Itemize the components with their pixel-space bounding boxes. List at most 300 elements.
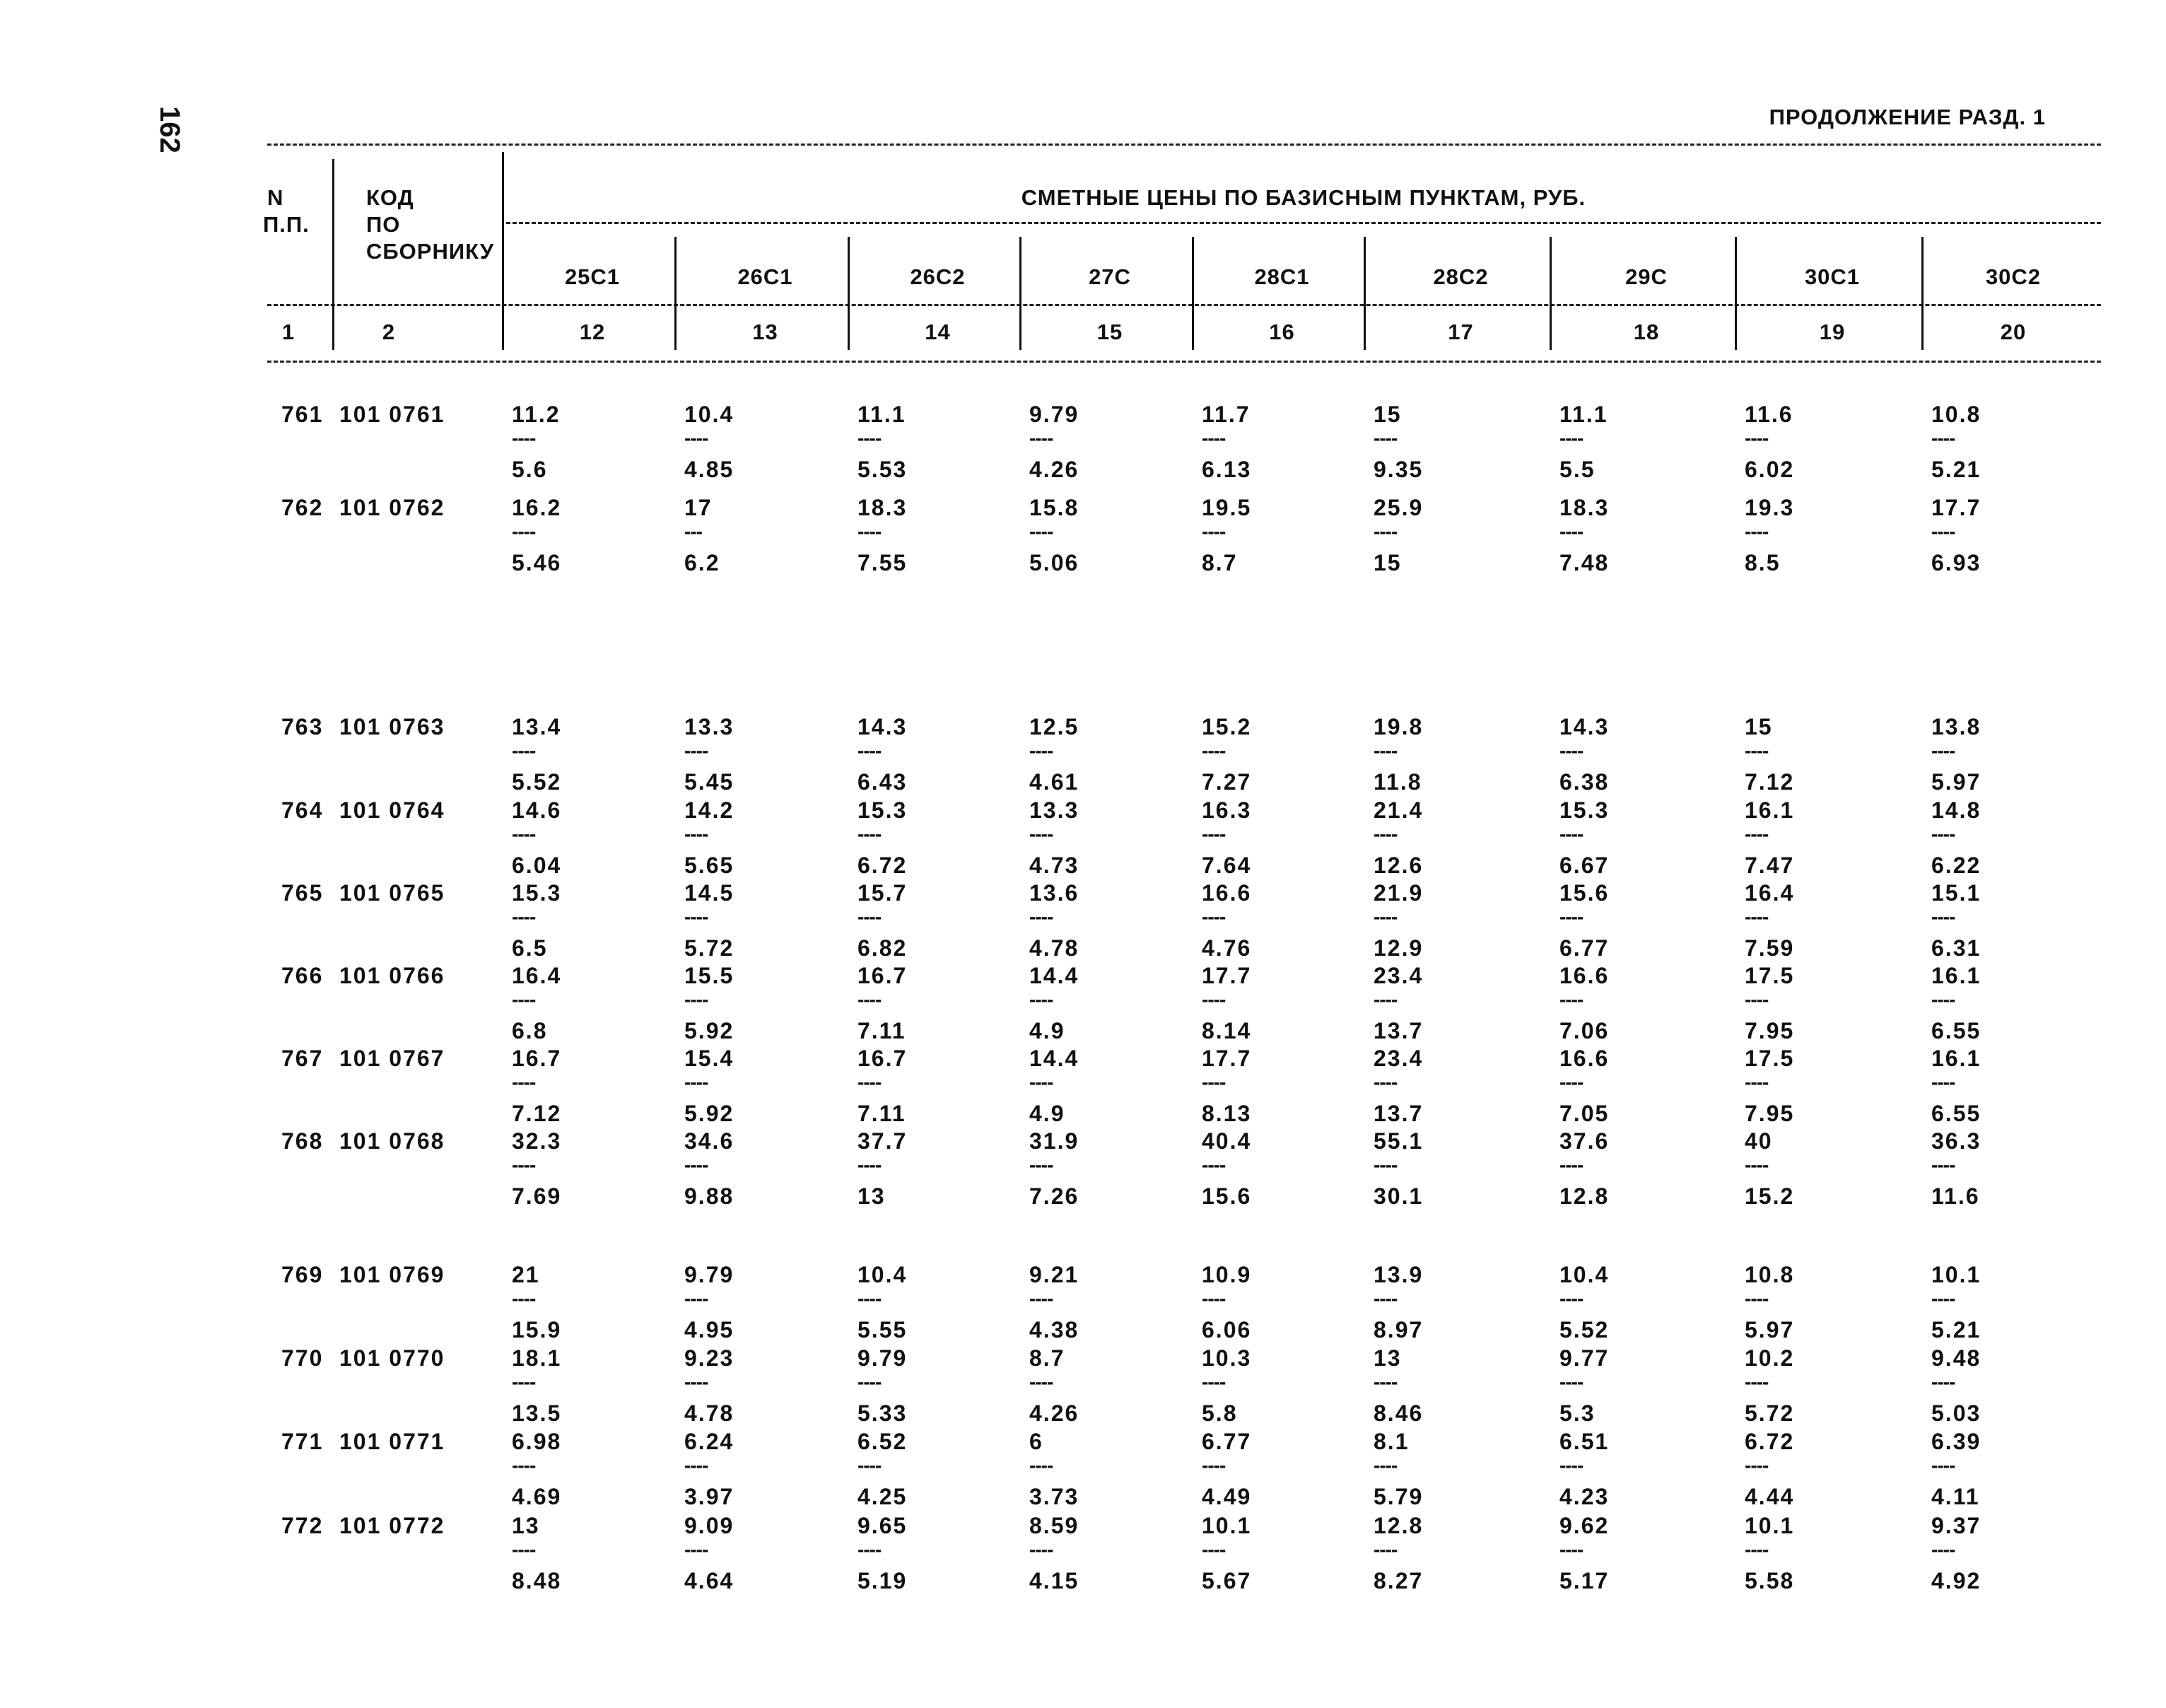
price-denominator: 5.72 — [684, 935, 734, 961]
price-denominator: 8.97 — [1374, 1317, 1424, 1343]
price-denominator: 8.14 — [1202, 1018, 1252, 1043]
price-numerator: 37.7 — [857, 1128, 908, 1154]
fraction-bar: ---- — [1745, 988, 1769, 1010]
fraction-bar: ---- — [1559, 520, 1583, 542]
price-denominator: 6.67 — [1559, 853, 1610, 878]
price-denominator: 4.49 — [1202, 1484, 1252, 1509]
fraction-bar: ---- — [1931, 906, 1955, 928]
fraction-bar: ---- — [1029, 427, 1053, 449]
fraction-bar: ---- — [1931, 427, 1955, 449]
price-denominator: 5.5 — [1559, 457, 1596, 482]
price-numerator: 6.24 — [684, 1429, 734, 1454]
header-pp-label: П.П. — [263, 212, 310, 237]
column-header-26с2: 26С2 — [910, 264, 966, 289]
row-number: 770 — [281, 1345, 324, 1371]
fraction-bar: ---- — [1029, 1071, 1053, 1093]
row-code: 101 0769 — [339, 1262, 445, 1287]
fraction-bar: ---- — [1931, 1538, 1955, 1560]
price-denominator: 7.48 — [1559, 550, 1610, 575]
fraction-bar: ---- — [1559, 1538, 1583, 1560]
fraction-bar: ---- — [1745, 1287, 1769, 1309]
price-denominator: 7.27 — [1202, 769, 1252, 795]
price-numerator: 13.3 — [684, 714, 734, 739]
price-numerator: 13.8 — [1931, 714, 1981, 739]
price-numerator: 15.2 — [1202, 714, 1252, 739]
price-denominator: 7.12 — [512, 1101, 562, 1126]
fraction-bar: ---- — [1745, 1454, 1769, 1476]
fraction-bar: ---- — [1374, 1371, 1398, 1393]
price-numerator: 13.9 — [1374, 1262, 1424, 1287]
price-numerator: 10.8 — [1745, 1262, 1795, 1287]
price-numerator: 17 — [684, 495, 713, 520]
price-numerator: 6.51 — [1559, 1429, 1610, 1454]
column-header-30с1: 30С1 — [1804, 264, 1861, 289]
price-denominator: 6.55 — [1931, 1018, 1981, 1043]
price-denominator: 6.8 — [512, 1018, 548, 1043]
price-denominator: 7.05 — [1559, 1101, 1610, 1126]
fraction-bar: ---- — [1202, 739, 1226, 761]
price-denominator: 7.11 — [857, 1101, 906, 1126]
price-numerator: 10.1 — [1931, 1262, 1981, 1287]
price-numerator: 16.6 — [1559, 1046, 1610, 1071]
price-denominator: 4.9 — [1029, 1018, 1065, 1043]
price-numerator: 11.1 — [1559, 402, 1608, 427]
fraction-bar: ---- — [1931, 739, 1955, 761]
price-denominator: 4.95 — [684, 1317, 734, 1343]
fraction-bar: ---- — [1374, 1538, 1398, 1560]
row-number: 768 — [281, 1128, 324, 1154]
price-denominator: 30.1 — [1374, 1183, 1424, 1209]
header-separator — [332, 159, 334, 350]
fraction-bar: ---- — [1202, 1071, 1226, 1093]
column-number: 1 — [281, 320, 295, 344]
price-numerator: 10.3 — [1202, 1345, 1252, 1371]
column-number: 16 — [1269, 320, 1295, 344]
price-denominator: 9.88 — [684, 1183, 734, 1209]
price-numerator: 36.3 — [1931, 1128, 1981, 1154]
row-number: 767 — [281, 1046, 324, 1071]
row-code: 101 0765 — [339, 880, 445, 906]
price-denominator: 6.06 — [1202, 1317, 1252, 1343]
price-denominator: 4.25 — [857, 1484, 908, 1509]
price-numerator: 15.3 — [1559, 797, 1610, 823]
price-numerator: 9.21 — [1029, 1262, 1079, 1287]
fraction-bar: ---- — [1374, 988, 1398, 1010]
price-denominator: 6.77 — [1559, 935, 1610, 961]
header-top-rule — [267, 144, 2101, 146]
price-numerator: 40.4 — [1202, 1128, 1252, 1154]
header-group-rule — [506, 222, 2101, 224]
fraction-bar: ---- — [1202, 1538, 1226, 1560]
fraction-bar: ---- — [857, 1371, 882, 1393]
price-denominator: 15 — [1374, 550, 1402, 575]
price-denominator: 5.45 — [684, 769, 734, 795]
price-denominator: 3.97 — [684, 1484, 734, 1509]
price-numerator: 17.7 — [1931, 495, 1981, 520]
fraction-bar: ---- — [1745, 427, 1769, 449]
row-code: 101 0762 — [339, 495, 445, 520]
price-numerator: 21.9 — [1374, 880, 1424, 906]
fraction-bar: ---- — [857, 427, 882, 449]
fraction-bar: ---- — [512, 1454, 536, 1476]
fraction-bar: ---- — [684, 427, 708, 449]
price-numerator: 9.48 — [1931, 1345, 1981, 1371]
price-denominator: 5.8 — [1202, 1400, 1238, 1426]
column-number: 2 — [382, 320, 396, 344]
fraction-bar: ---- — [1029, 1287, 1053, 1309]
column-number: 15 — [1096, 320, 1123, 344]
price-denominator: 4.44 — [1745, 1484, 1795, 1509]
price-numerator: 18.3 — [1559, 495, 1610, 520]
fraction-bar: ---- — [1202, 988, 1226, 1010]
column-header-25с1: 25С1 — [564, 264, 621, 289]
fraction-bar: ---- — [512, 1154, 536, 1176]
price-numerator: 9.37 — [1931, 1513, 1981, 1538]
column-number: 14 — [925, 320, 951, 344]
price-numerator: 8.59 — [1029, 1513, 1079, 1538]
column-header-30с2: 30С2 — [1985, 264, 2042, 289]
price-denominator: 12.8 — [1559, 1183, 1610, 1209]
fraction-bar: ---- — [512, 988, 536, 1010]
row-number: 769 — [281, 1262, 324, 1287]
price-numerator: 14.3 — [1559, 714, 1610, 739]
price-numerator: 9.65 — [857, 1513, 908, 1538]
fraction-bar: ---- — [512, 739, 536, 761]
fraction-bar: ---- — [1559, 1154, 1583, 1176]
row-code: 101 0761 — [339, 402, 445, 427]
fraction-bar: ---- — [1745, 520, 1769, 542]
price-denominator: 8.5 — [1745, 550, 1781, 575]
fraction-bar: ---- — [1931, 823, 1955, 845]
price-numerator: 34.6 — [684, 1128, 734, 1154]
price-numerator: 9.79 — [1029, 402, 1079, 427]
price-denominator: 6.72 — [857, 853, 908, 878]
price-numerator: 11.1 — [857, 402, 906, 427]
fraction-bar: ---- — [1029, 1538, 1053, 1560]
column-header-28с2: 28С2 — [1433, 264, 1489, 289]
price-denominator: 4.61 — [1029, 769, 1079, 795]
price-denominator: 7.26 — [1029, 1183, 1079, 1209]
price-denominator: 5.97 — [1931, 769, 1981, 795]
fraction-bar: ---- — [512, 427, 536, 449]
price-numerator: 10.1 — [1202, 1513, 1252, 1538]
fraction-bar: ---- — [1202, 1371, 1226, 1393]
running-header: ПРОДОЛЖЕНИЕ РАЗД. 1 — [1769, 105, 2046, 129]
price-numerator: 15.8 — [1029, 495, 1079, 520]
price-numerator: 16.6 — [1559, 963, 1610, 988]
fraction-bar: ---- — [1202, 1287, 1226, 1309]
fraction-bar: ---- — [684, 906, 708, 928]
price-denominator: 5.52 — [512, 769, 562, 795]
header-code-label-3: СБОРНИКУ — [366, 239, 495, 264]
fraction-bar: ---- — [1029, 1154, 1053, 1176]
price-numerator: 16.4 — [1745, 880, 1795, 906]
fraction-bar: ---- — [1745, 906, 1769, 928]
fraction-bar: ---- — [1559, 427, 1583, 449]
price-denominator: 4.76 — [1202, 935, 1252, 961]
price-denominator: 6.82 — [857, 935, 908, 961]
column-number: 12 — [579, 320, 606, 344]
price-denominator: 4.78 — [1029, 935, 1079, 961]
header-bottom-rule — [267, 361, 2101, 363]
price-denominator: 5.17 — [1559, 1568, 1610, 1593]
header-code-label-1: КОД — [366, 185, 414, 210]
price-numerator: 15.3 — [857, 797, 908, 823]
price-numerator: 9.62 — [1559, 1513, 1610, 1538]
price-denominator: 3.73 — [1029, 1484, 1079, 1509]
column-header-27с: 27С — [1089, 264, 1131, 289]
price-denominator: 5.19 — [857, 1568, 908, 1593]
fraction-bar: ---- — [1745, 1154, 1769, 1176]
price-numerator: 12.8 — [1374, 1513, 1424, 1538]
price-numerator: 10.8 — [1931, 402, 1981, 427]
price-numerator: 6.72 — [1745, 1429, 1795, 1454]
price-numerator: 14.2 — [684, 797, 734, 823]
price-denominator: 5.92 — [684, 1101, 734, 1126]
price-numerator: 15.7 — [857, 880, 908, 906]
price-numerator: 17.7 — [1202, 963, 1252, 988]
price-numerator: 15.4 — [684, 1046, 734, 1071]
fraction-bar: ---- — [684, 739, 708, 761]
fraction-bar: ---- — [1029, 988, 1053, 1010]
fraction-bar: ---- — [1202, 520, 1226, 542]
price-numerator: 16.1 — [1931, 1046, 1981, 1071]
price-denominator: 6.93 — [1931, 550, 1981, 575]
price-numerator: 12.5 — [1029, 714, 1079, 739]
fraction-bar: ---- — [1374, 739, 1398, 761]
price-numerator: 15.3 — [512, 880, 562, 906]
price-denominator: 4.9 — [1029, 1101, 1065, 1126]
column-number: 20 — [2000, 320, 2027, 344]
price-denominator: 5.92 — [684, 1018, 734, 1043]
price-denominator: 7.64 — [1202, 853, 1252, 878]
price-numerator: 18.1 — [512, 1345, 562, 1371]
column-number: 13 — [752, 320, 778, 344]
price-denominator: 13.7 — [1374, 1101, 1424, 1126]
fraction-bar: ---- — [1931, 1154, 1955, 1176]
price-numerator: 17.5 — [1745, 963, 1795, 988]
fraction-bar: ---- — [1559, 1287, 1583, 1309]
fraction-bar: ---- — [512, 1538, 536, 1560]
price-denominator: 5.65 — [684, 853, 734, 878]
fraction-bar: ---- — [684, 1454, 708, 1476]
price-numerator: 19.5 — [1202, 495, 1252, 520]
fraction-bar: ---- — [857, 906, 882, 928]
price-numerator: 21 — [512, 1262, 540, 1287]
fraction-bar: ---- — [1029, 823, 1053, 845]
price-denominator: 4.23 — [1559, 1484, 1610, 1509]
price-numerator: 16.2 — [512, 495, 562, 520]
header-n-label: N — [267, 185, 284, 210]
fraction-bar: ---- — [1202, 1454, 1226, 1476]
price-denominator: 11.6 — [1931, 1183, 1980, 1209]
price-denominator: 7.47 — [1745, 853, 1795, 878]
fraction-bar: ---- — [1374, 906, 1398, 928]
price-numerator: 13.3 — [1029, 797, 1079, 823]
price-denominator: 4.73 — [1029, 853, 1079, 878]
price-numerator: 15 — [1745, 714, 1773, 739]
price-numerator: 9.79 — [684, 1262, 734, 1287]
fraction-bar: ---- — [684, 988, 708, 1010]
price-numerator: 6.52 — [857, 1429, 908, 1454]
fraction-bar: ---- — [857, 988, 882, 1010]
fraction-bar: ---- — [1374, 1454, 1398, 1476]
price-denominator: 7.69 — [512, 1183, 562, 1209]
fraction-bar: ---- — [1374, 1287, 1398, 1309]
price-denominator: 15.9 — [512, 1317, 562, 1343]
price-denominator: 6.13 — [1202, 457, 1252, 482]
column-header-28с1: 28С1 — [1254, 264, 1310, 289]
fraction-bar: ---- — [1931, 1371, 1955, 1393]
price-denominator: 8.7 — [1202, 550, 1238, 575]
price-denominator: 15.6 — [1202, 1183, 1252, 1209]
price-denominator: 6.04 — [512, 853, 562, 878]
fraction-bar: ---- — [1559, 1371, 1583, 1393]
price-denominator: 7.59 — [1745, 935, 1795, 961]
header-group-title: СМЕТНЫЕ ЦЕНЫ ПО БАЗИСНЫМ ПУНКТАМ, РУБ. — [1021, 185, 1586, 210]
price-denominator: 7.11 — [857, 1018, 906, 1043]
price-numerator: 14.8 — [1931, 797, 1981, 823]
fraction-bar: ---- — [1202, 427, 1226, 449]
page-number: 162 — [154, 106, 185, 153]
price-denominator: 5.03 — [1931, 1400, 1981, 1426]
fraction-bar: ---- — [1374, 427, 1398, 449]
fraction-bar: ---- — [512, 1287, 536, 1309]
price-denominator: 11.8 — [1374, 769, 1422, 795]
fraction-bar: ---- — [1745, 1071, 1769, 1093]
price-denominator: 5.33 — [857, 1400, 908, 1426]
fraction-bar: ---- — [512, 823, 536, 845]
price-numerator: 13.4 — [512, 714, 562, 739]
price-numerator: 15.6 — [1559, 880, 1610, 906]
price-numerator: 16.7 — [512, 1046, 562, 1071]
row-code: 101 0771 — [339, 1429, 445, 1454]
price-denominator: 12.9 — [1374, 935, 1424, 961]
price-denominator: 8.13 — [1202, 1101, 1252, 1126]
price-denominator: 7.95 — [1745, 1018, 1795, 1043]
price-denominator: 13.5 — [512, 1400, 562, 1426]
fraction-bar: ---- — [684, 1287, 708, 1309]
price-numerator: 32.3 — [512, 1128, 562, 1154]
price-denominator: 7.55 — [857, 550, 908, 575]
price-denominator: 8.46 — [1374, 1400, 1424, 1426]
price-numerator: 16.6 — [1202, 880, 1252, 906]
column-number: 19 — [1819, 320, 1846, 344]
price-numerator: 14.4 — [1029, 963, 1079, 988]
column-header-29с: 29С — [1625, 264, 1668, 289]
price-denominator: 5.79 — [1374, 1484, 1424, 1509]
price-numerator: 11.6 — [1745, 402, 1793, 427]
price-denominator: 12.6 — [1374, 853, 1424, 878]
header-code-label-2: ПО — [366, 212, 401, 237]
fraction-bar: ---- — [512, 1071, 536, 1093]
price-denominator: 5.53 — [857, 457, 908, 482]
price-denominator: 6.43 — [857, 769, 908, 795]
price-denominator: 5.6 — [512, 457, 548, 482]
row-code: 101 0770 — [339, 1345, 445, 1371]
price-denominator: 4.38 — [1029, 1317, 1079, 1343]
fraction-bar: --- — [684, 520, 702, 542]
price-numerator: 37.6 — [1559, 1128, 1610, 1154]
price-numerator: 9.77 — [1559, 1345, 1610, 1371]
fraction-bar: ---- — [512, 906, 536, 928]
price-numerator: 10.1 — [1745, 1513, 1795, 1538]
price-numerator: 23.4 — [1374, 963, 1424, 988]
price-denominator: 4.26 — [1029, 457, 1079, 482]
fraction-bar: ---- — [1202, 823, 1226, 845]
row-code: 101 0763 — [339, 714, 445, 739]
price-numerator: 16.7 — [857, 1046, 908, 1071]
row-number: 761 — [281, 402, 324, 427]
row-number: 766 — [281, 963, 324, 988]
fraction-bar: ---- — [1559, 906, 1583, 928]
price-numerator: 18.3 — [857, 495, 908, 520]
price-denominator: 5.21 — [1931, 457, 1981, 482]
row-number: 764 — [281, 797, 324, 823]
price-numerator: 9.09 — [684, 1513, 734, 1538]
fraction-bar: ---- — [857, 823, 882, 845]
price-numerator: 15.5 — [684, 963, 734, 988]
row-code: 101 0766 — [339, 963, 445, 988]
price-denominator: 6.31 — [1931, 935, 1981, 961]
price-denominator: 8.48 — [512, 1568, 562, 1593]
price-numerator: 19.8 — [1374, 714, 1424, 739]
price-numerator: 13 — [1374, 1345, 1402, 1371]
price-denominator: 5.3 — [1559, 1400, 1596, 1426]
fraction-bar: ---- — [1202, 906, 1226, 928]
fraction-bar: ---- — [1029, 906, 1053, 928]
fraction-bar: ---- — [1559, 1071, 1583, 1093]
price-denominator: 5.97 — [1745, 1317, 1795, 1343]
price-denominator: 13 — [857, 1183, 886, 1209]
header-separator — [502, 152, 504, 350]
price-denominator: 6.5 — [512, 935, 548, 961]
fraction-bar: ---- — [684, 1154, 708, 1176]
fraction-bar: ---- — [684, 1371, 708, 1393]
price-numerator: 21.4 — [1374, 797, 1424, 823]
price-denominator: 4.85 — [684, 457, 734, 482]
price-numerator: 6.39 — [1931, 1429, 1981, 1454]
price-numerator: 16.3 — [1202, 797, 1252, 823]
fraction-bar: ---- — [1374, 823, 1398, 845]
price-denominator: 4.69 — [512, 1484, 562, 1509]
fraction-bar: ---- — [1559, 1454, 1583, 1476]
fraction-bar: ---- — [684, 823, 708, 845]
price-denominator: 7.95 — [1745, 1101, 1795, 1126]
price-numerator: 31.9 — [1029, 1128, 1079, 1154]
fraction-bar: ---- — [512, 1371, 536, 1393]
fraction-bar: ---- — [1559, 823, 1583, 845]
fraction-bar: ---- — [684, 1538, 708, 1560]
price-denominator: 4.15 — [1029, 1568, 1079, 1593]
column-header-26с1: 26С1 — [737, 264, 793, 289]
price-denominator: 4.64 — [684, 1568, 734, 1593]
fraction-bar: ---- — [1931, 1454, 1955, 1476]
fraction-bar: ---- — [1745, 1538, 1769, 1560]
fraction-bar: ---- — [857, 1071, 882, 1093]
fraction-bar: ---- — [1745, 823, 1769, 845]
price-denominator: 13.7 — [1374, 1018, 1424, 1043]
fraction-bar: ---- — [1559, 739, 1583, 761]
price-numerator: 16.1 — [1931, 963, 1981, 988]
fraction-bar: ---- — [684, 1071, 708, 1093]
price-numerator: 55.1 — [1374, 1128, 1424, 1154]
price-numerator: 23.4 — [1374, 1046, 1424, 1071]
price-denominator: 4.26 — [1029, 1400, 1079, 1426]
fraction-bar: ---- — [1029, 520, 1053, 542]
price-numerator: 10.4 — [1559, 1262, 1610, 1287]
fraction-bar: ---- — [512, 520, 536, 542]
